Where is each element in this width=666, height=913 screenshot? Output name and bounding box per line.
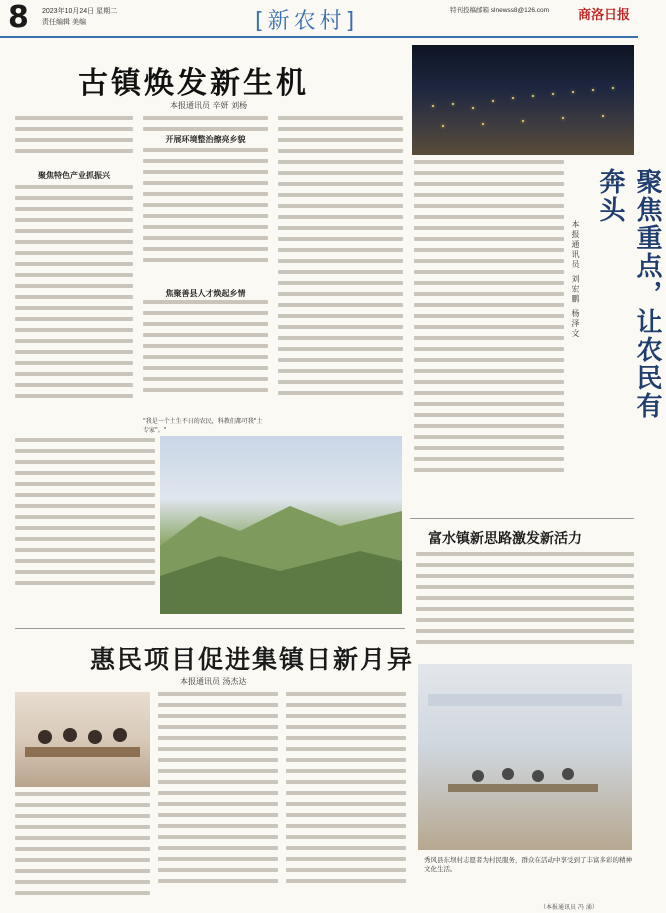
classroom-photo [15,692,150,787]
article2-col3 [286,692,406,907]
article1-subhead-2: 开展环境整治擦亮乡貌 [165,134,246,144]
sidebar-heading: 聚焦重点，让农民有奔头 [595,168,662,420]
article1-title: 古镇焕发新生机 [78,66,309,101]
article1-subhead-1: 聚焦特色产业抓振兴 [38,170,110,180]
page-header [0,0,638,38]
contact-info: 特刊投稿邮箱 slnewss8@126.com [450,7,550,14]
article1-subhead-3: 焦聚善县人才焕起乡情 [165,288,246,298]
date-line [42,6,117,28]
article1-quote: "我是一个土生不日的农民，科教们都可我"土专家"。" [143,418,263,434]
article2-title: 惠民项目促进集镇日新月异 [90,645,415,674]
mountain-photo [160,436,402,614]
article1-col1 [15,185,133,425]
community-hall-photo [418,664,632,850]
sidebar-body [414,160,564,515]
article1-col2 [143,148,268,278]
divider [410,518,634,519]
article2-byline: 本报通讯员 汤杰达 [180,677,247,686]
article3-title: 富水镇新思路激发新活力 [428,531,582,547]
newspaper-logo: 商洛日报 [578,8,631,23]
photo-caption: 秀风县东坝村志愿者为村民服务，群众在活动中享受到了丰富多彩的精神文化生活。 [424,856,632,873]
page-number: 8 [8,0,29,35]
article2-col1 [15,792,150,907]
article2-col2 [158,692,278,907]
photo-credit: （本报通讯员 冯 涌） [540,904,598,911]
section-title: [新农村] [255,9,359,34]
article1-col4 [278,116,403,436]
article1-byline: 本报通讯员 辛妍 刘杨 [170,101,248,110]
night-town-photo [412,45,634,155]
sidebar-byline: 本报通讯员 刘宏鹏 杨泽文 [571,220,580,340]
article1-col1-intro [15,116,133,166]
article3-body [416,552,634,660]
divider [15,628,405,629]
article1-sidebar-text [15,438,155,608]
date-text: 2023年10月24日 星期二 [42,8,118,15]
editor-text: 责任编辑 美编 [42,19,86,26]
article1-col3 [143,300,268,410]
